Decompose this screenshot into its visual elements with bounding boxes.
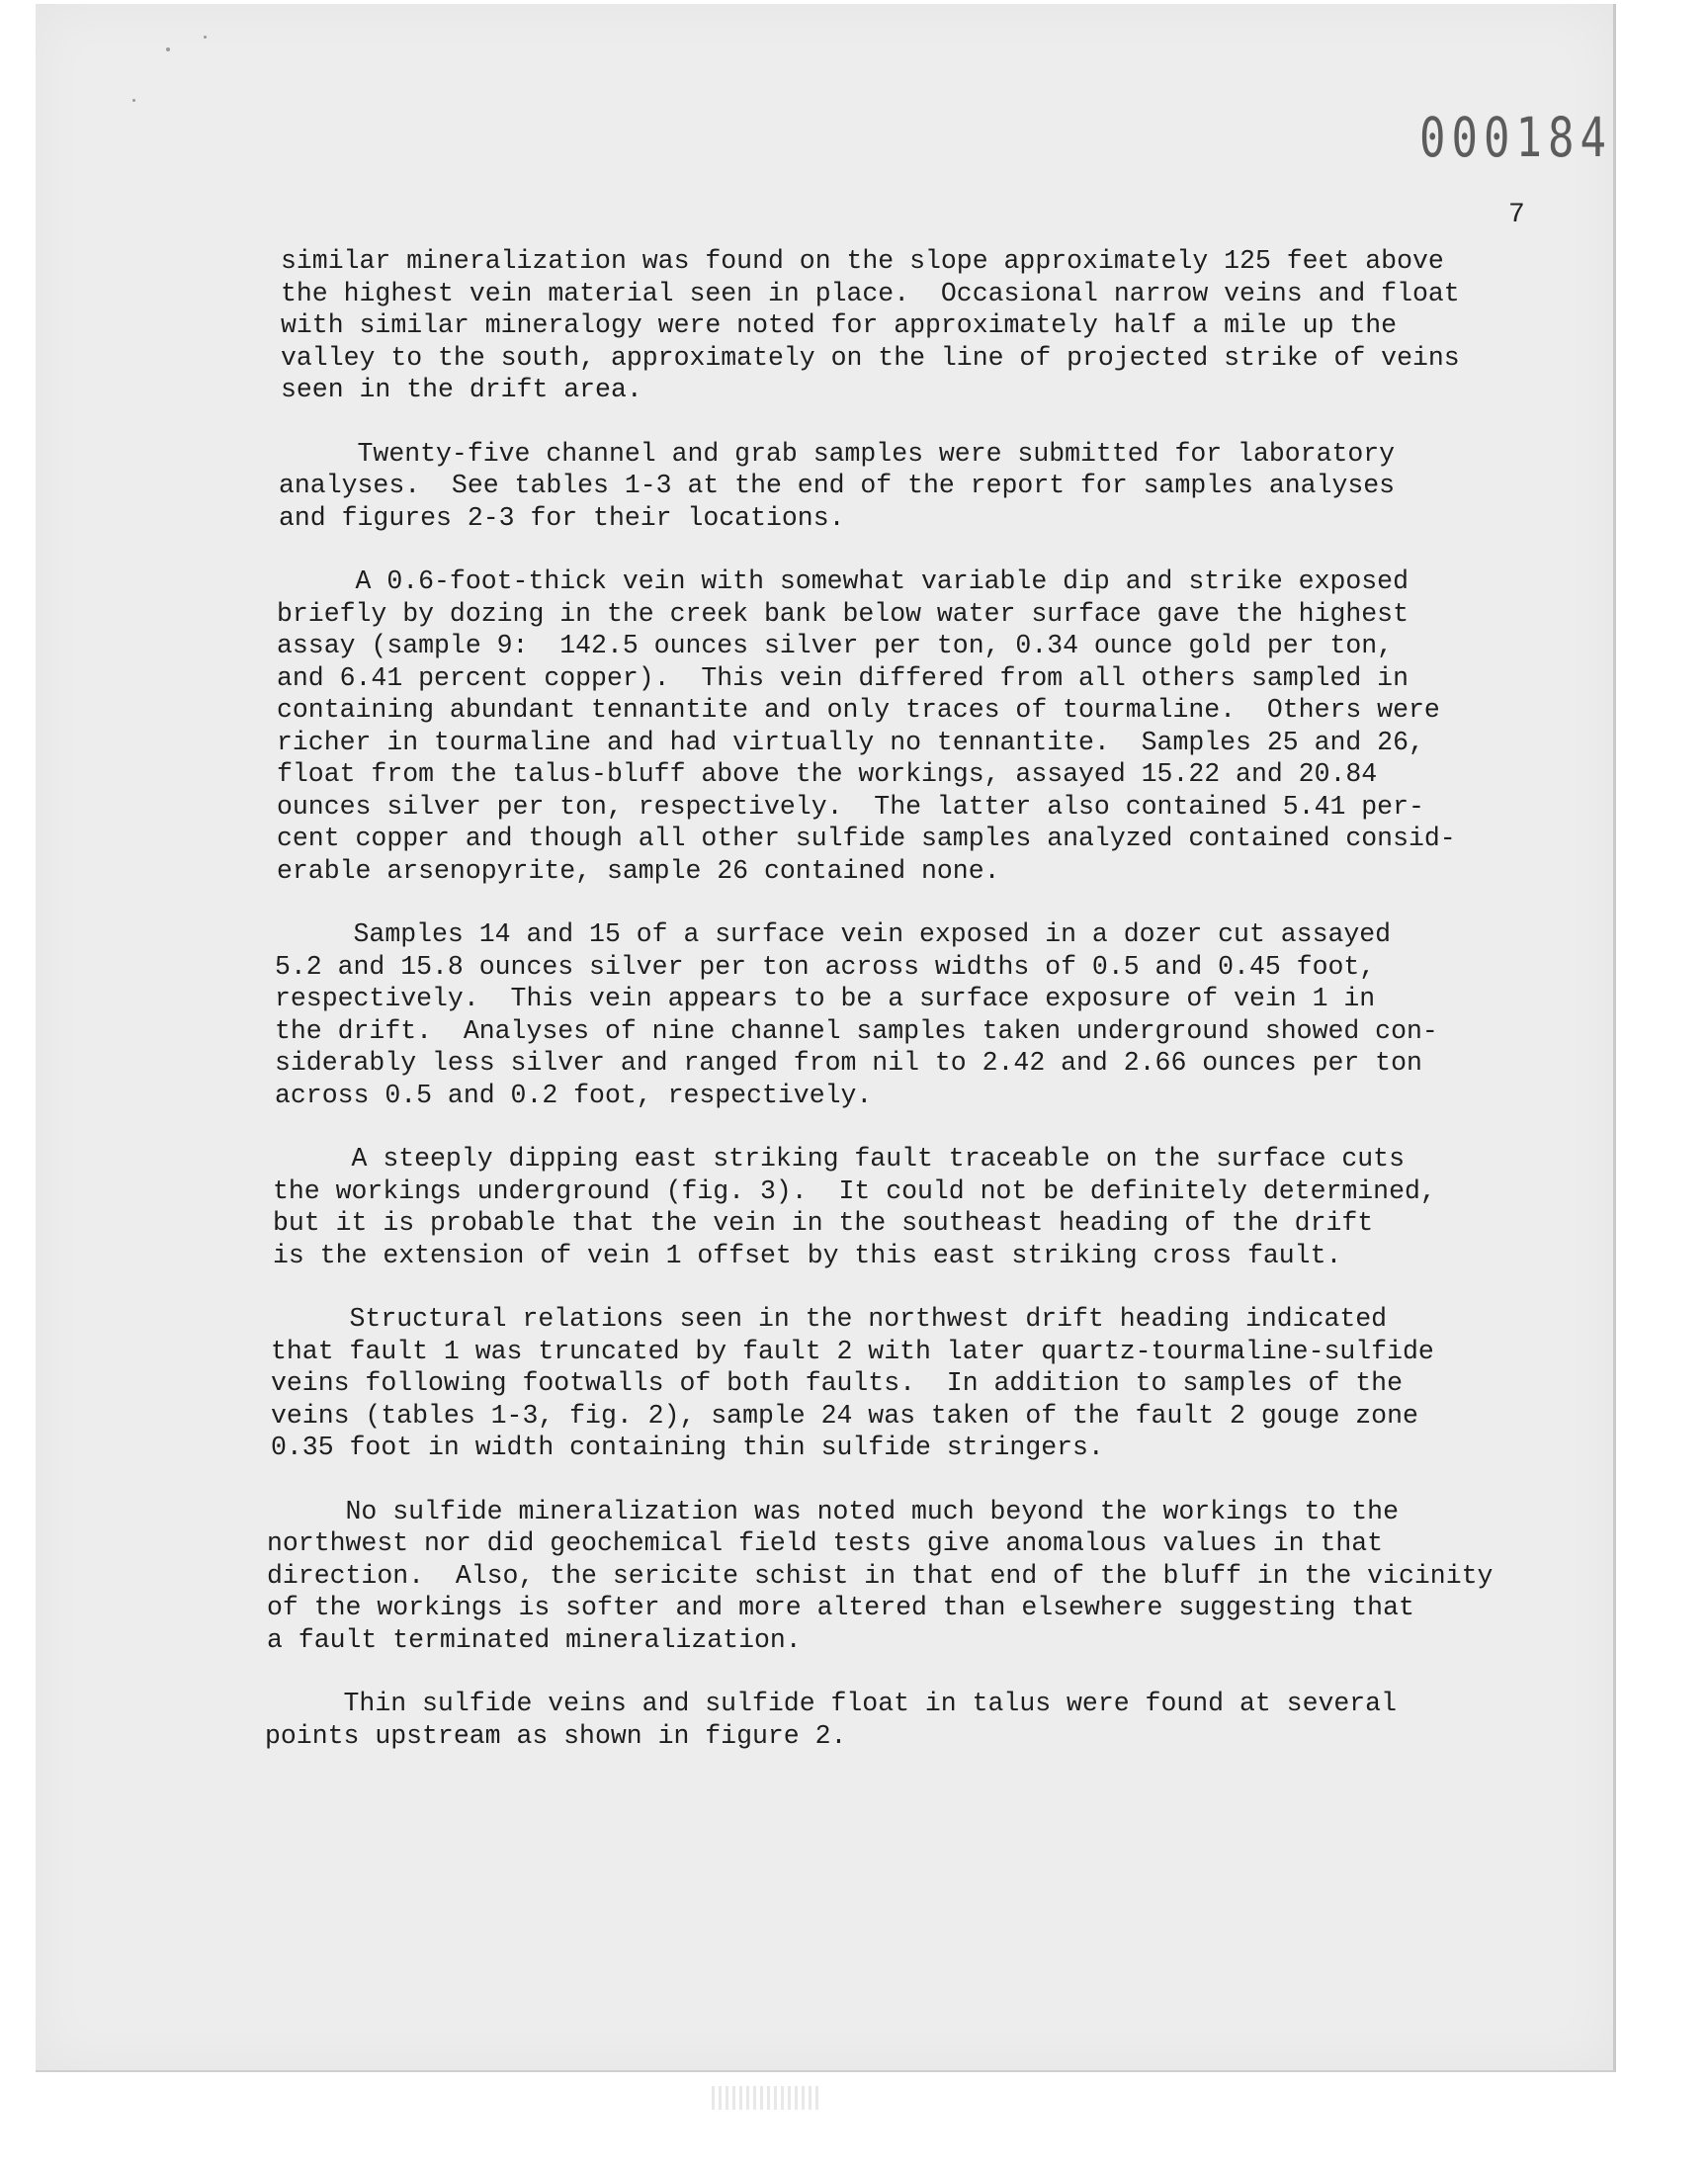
body-text bbox=[265, 245, 1564, 1752]
scan-speck bbox=[204, 36, 207, 39]
paragraph: A 0.6-foot-thick vein with somewhat variable dip and strike exposed briefly by dozing in the creek bank below water surface gave the highest assay (sample 9: 142.5 ounces silver per ton, 0.34 ounce gold per ton, and 6.41 percent copper). This vein differed from all others sampled in containing abundant tennantite and only traces of tourmaline. Others were richer in tourmaline and had virtually no tennantite. Samples 25 and 26, float from the talus-bluff above the workings, assayed 15.22 and 20.84 ounces silver per ton, respectively. The latter also contained 5.41 per- cent copper and though all other sulfide samples analyzed contained consid- erable arsenopyrite, sample 26 contained none. bbox=[277, 566, 1456, 886]
document-stamp-number: 000184 bbox=[1419, 107, 1612, 170]
paragraph: Twenty-five channel and grab samples were submitted for laboratory analyses. See tables 1-3 at the end of the report for samples analyses and figures 2-3 for their locations. bbox=[279, 438, 1396, 533]
paragraph: Thin sulfide veins and sulfide float in talus were found at several points upstream as shown in figure 2. bbox=[265, 1689, 1397, 1751]
paragraph: similar mineralization was found on the slope approximately 125 feet above the highest vein material seen in place. Occasional narrow veins and float with similar mineralogy were noted for approximately half a mile up the valley to the south, approximately on the line of projected strike of veins seen in the drift area. bbox=[281, 246, 1460, 404]
scan-speck bbox=[132, 99, 135, 102]
scan-artifact bbox=[712, 2086, 820, 2110]
paragraph: No sulfide mineralization was noted much beyond the workings to the northwest nor did geochemical field tests give anomalous values in that direction. Also, the sericite schist in that end of the bluff in the vicinity of the workings is softer and more altered than elsewhere suggesting that a fault terminated mineralization. bbox=[267, 1496, 1494, 1655]
paragraph: Structural relations seen in the northwest drift heading indicated that fault 1 was truncated by fault 2 with later quartz-tourmaline-sulfide veins following footwalls of both faults. In addition to samples of the veins (tables 1-3, fig. 2), sample 24 was taken of the fault 2 gouge zone 0.35 foot in width containing thin sulfide stringers. bbox=[271, 1304, 1434, 1462]
page-number: 7 bbox=[1508, 200, 1525, 230]
paragraph: A steeply dipping east striking fault traceable on the surface cuts the workings underground (fig. 3). It could not be definitely determined, but it is probable that the vein in the southeast heading of the drift is the extension of vein 1 offset by this east striking cross fault. bbox=[273, 1144, 1436, 1270]
scan-speck bbox=[166, 47, 170, 51]
paragraph: Samples 14 and 15 of a surface vein exposed in a dozer cut assayed 5.2 and 15.8 ounces silver per ton across widths of 0.5 and 0.45 foot, respectively. This vein appears to be a surface exposure of vein 1 in the drift. Analyses of nine channel samples taken underground showed con- siderably less silver and ranged from nil to 2.42 and 2.66 ounces per ton across 0.5 and 0.2 foot, respectively. bbox=[275, 919, 1438, 1110]
